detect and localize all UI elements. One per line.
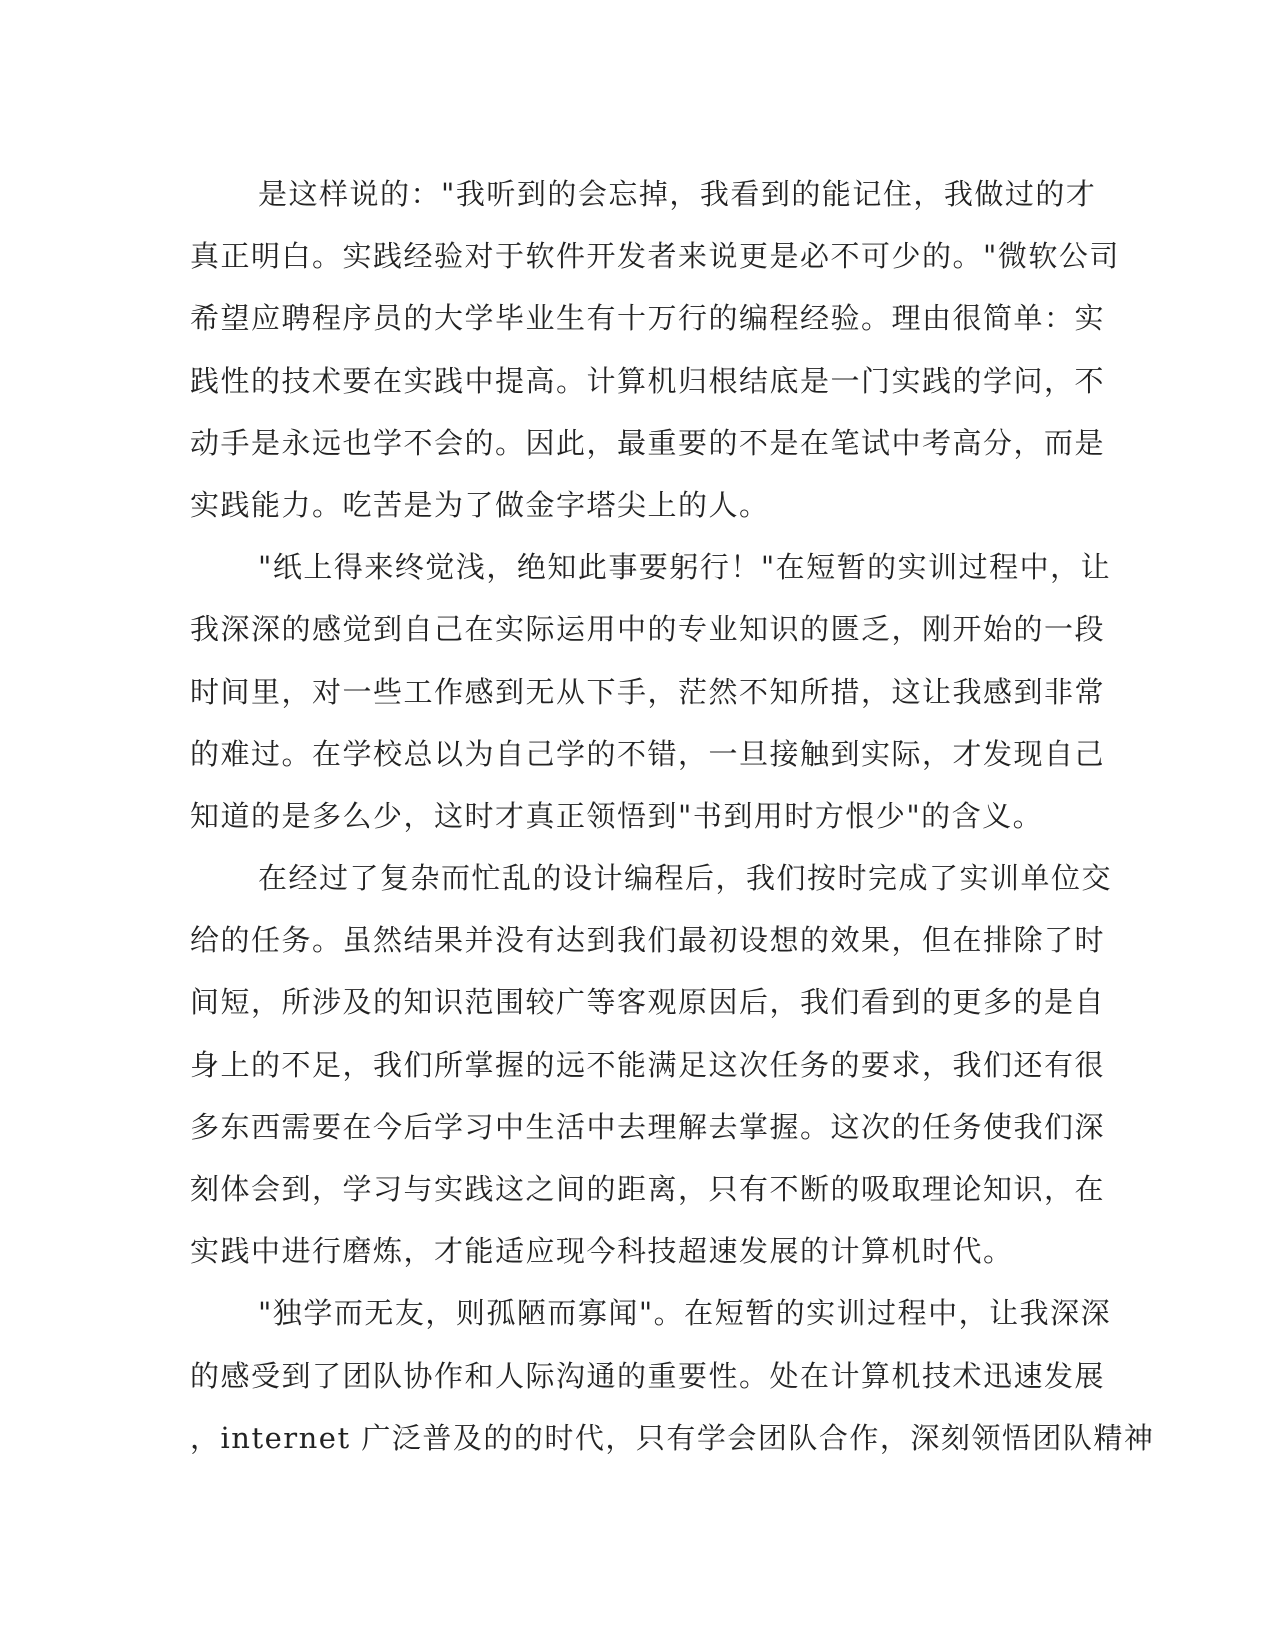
text-line: 时间里，对一些工作感到无从下手，茫然不知所措，这让我感到非常	[190, 674, 1106, 709]
text-line: 多东西需要在今后学习中生活中去理解去掌握。这次的任务使我们深	[190, 1109, 1106, 1144]
text-line: 间短，所涉及的知识范围较广等客观原因后，我们看到的更多的是自	[190, 985, 1106, 1020]
text-line: 践性的技术要在实践中提高。计算机归根结底是一门实践的学问，不	[190, 363, 1106, 398]
text-line: 希望应聘程序员的大学毕业生有十万行的编程经验。理由很简单：实	[190, 301, 1106, 336]
text-line: 知道的是多么少，这时才真正领悟到"书到用时方恨少"的含义。	[190, 798, 1044, 833]
text-line: ，internet 广泛普及的的时代，只有学会团队合作，深刻领悟团队精神	[190, 1420, 1155, 1455]
text-line: 刻体会到，学习与实践这之间的距离，只有不断的吸取理论知识，在	[190, 1172, 1106, 1206]
text-line: 的难过。在学校总以为自己学的不错，一旦接触到实际，才发现自己	[190, 736, 1106, 771]
document-body	[190, 163, 1155, 1469]
text-line: 的感受到了团队协作和人际沟通的重要性。处在计算机技术迅速发展	[190, 1358, 1106, 1393]
text-line: 实践能力。吃苦是为了做金字塔尖上的人。	[190, 487, 770, 522]
text-line: 给的任务。虽然结果并没有达到我们最初设想的效果，但在排除了时	[190, 923, 1106, 958]
text-line: 在经过了复杂而忙乱的设计编程后，我们按时完成了实训单位交	[258, 861, 1113, 896]
text-line: 动手是永远也学不会的。因此，最重要的不是在笔试中考高分，而是	[190, 425, 1106, 460]
text-line: 身上的不足，我们所掌握的远不能满足这次任务的要求，我们还有很	[190, 1047, 1106, 1082]
text-line: 实践中进行磨炼，才能适应现今科技超速发展的计算机时代。	[190, 1234, 1014, 1269]
text-line: 真正明白。实践经验对于软件开发者来说更是必不可少的。"微软公司	[190, 239, 1120, 274]
text-line: 我深深的感觉到自己在实际运用中的专业知识的匮乏，刚开始的一段	[190, 612, 1106, 647]
text-line: "独学而无友，则孤陋而寡闻"。在短暂的实训过程中，让我深深	[258, 1296, 1112, 1331]
text-line: 是这样说的："我听到的会忘掉，我看到的能记住，我做过的才	[258, 177, 1097, 211]
text-line: "纸上得来终觉浅，绝知此事要躬行！"在短暂的实训过程中，让	[258, 550, 1112, 585]
